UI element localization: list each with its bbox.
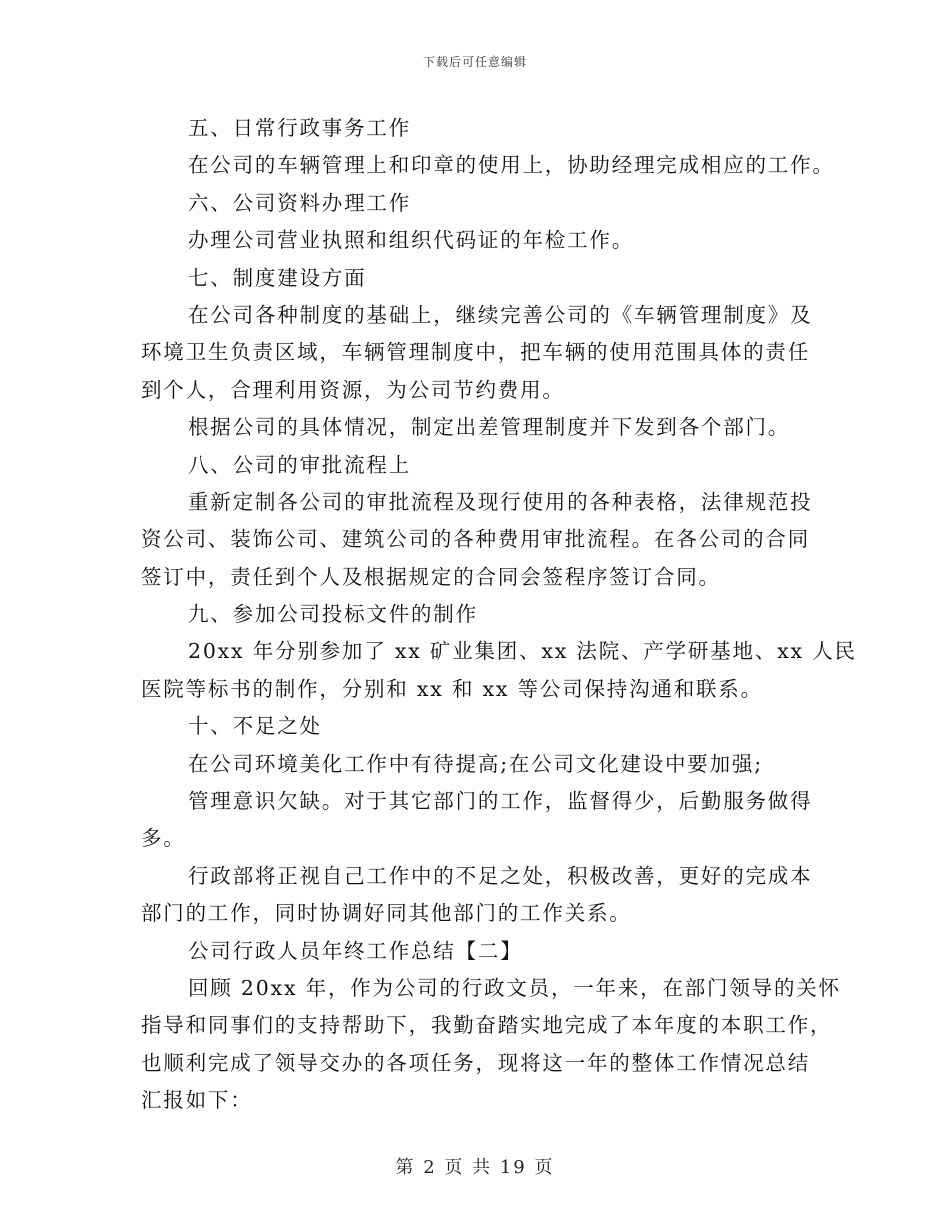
text-line: 五、日常行政事务工作 xyxy=(188,116,411,140)
text-line: 八、公司的审批流程上 xyxy=(188,452,411,477)
text-line: 回顾 20xx 年，作为公司的行政文员，一年来，在部门领导的关怀 xyxy=(188,975,841,1000)
text-line: 多。 xyxy=(141,826,186,851)
text-line: 医院等标书的制作，分别和 xx 和 xx 等公司保持沟通和联系。 xyxy=(141,676,763,701)
text-line: 部门的工作，同时协调好同其他部门的工作关系。 xyxy=(141,901,632,926)
text-line: 汇报如下： xyxy=(141,1088,253,1113)
text-line: 也顺利完成了领导交办的各项任务，现将这一年的整体工作情况总结 xyxy=(141,1050,810,1075)
text-line: 到个人，合理利用资源，为公司节约费用。 xyxy=(141,377,565,402)
text-line: 环境卫生负责区域，车辆管理制度中，把车辆的使用范围具体的责任 xyxy=(141,340,810,365)
text-line: 管理意识欠缺。对于其它部门的工作，监督得少，后勤服务做得 xyxy=(188,789,813,814)
text-line: 办理公司营业执照和组织代码证的年检工作。 xyxy=(188,228,634,253)
text-line: 资公司、装饰公司、建筑公司的各种费用审批流程。在各公司的合同 xyxy=(141,527,810,552)
text-line: 九、参加公司投标文件的制作 xyxy=(188,602,478,627)
text-line: 十、不足之处 xyxy=(188,714,322,739)
text-line: 指导和同事们的支持帮助下，我勤奋踏实地完成了本年度的本职工作， xyxy=(141,1013,833,1038)
text-line: 20xx 年分别参加了 xx 矿业集团、xx 法院、产学研基地、xx 人民 xyxy=(188,639,857,664)
text-line: 七、制度建设方面 xyxy=(188,265,367,290)
text-line: 在公司各种制度的基础上，继续完善公司的《车辆管理制度》及 xyxy=(188,302,813,327)
text-line: 在公司环境美化工作中有待提高;在公司文化建设中要加强; xyxy=(188,751,763,776)
text-line: 公司行政人员年终工作总结【二】 xyxy=(188,938,523,963)
text-line: 重新定制各公司的审批流程及现行使用的各种表格，法律规范投 xyxy=(188,489,813,514)
document-body xyxy=(141,110,857,1120)
text-line: 根据公司的具体情况，制定出差管理制度并下发到各个部门。 xyxy=(188,415,791,440)
text-line: 签订中，责任到个人及根据规定的合同会签程序签订合同。 xyxy=(141,564,721,589)
text-line: 在公司的车辆管理上和印章的使用上，协助经理完成相应的工作。 xyxy=(188,153,835,178)
page-footer: 第 2 页 共 19 页 xyxy=(395,1157,555,1178)
text-line: 行政部将正视自己工作中的不足之处，积极改善，更好的完成本 xyxy=(188,863,813,888)
page-header: 下载后可任意编辑 xyxy=(422,55,527,69)
text-line: 六、公司资料办理工作 xyxy=(188,190,411,215)
